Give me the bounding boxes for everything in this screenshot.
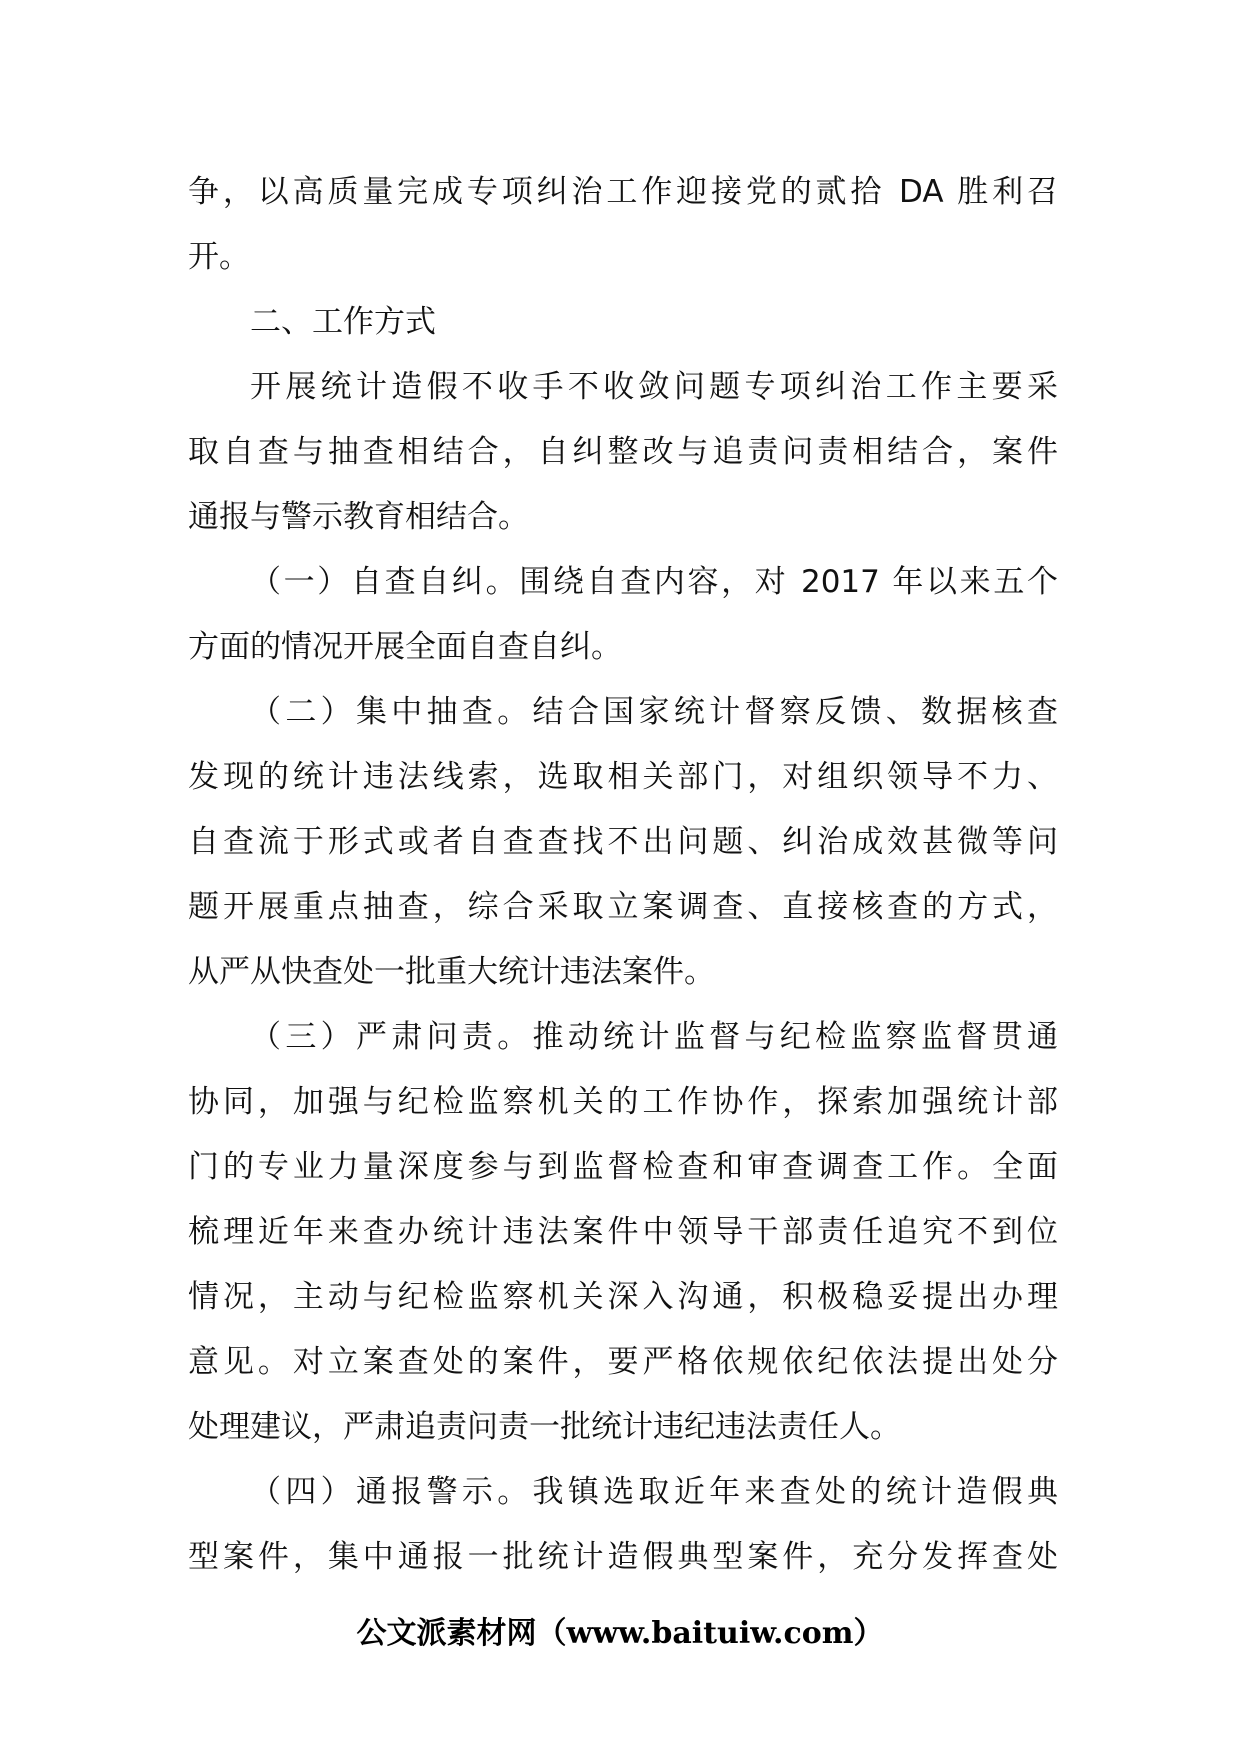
text-line: （三）严肃问责。推动统计监督与纪检监察监督贯通 [250,1019,1058,1055]
text-line: 处理建议，严肃追责问责一批统计违纪违法责任人。 [188,1409,901,1445]
text-line: 发现的统计违法线索，选取相关部门，对组织领导不力、 [188,759,1058,795]
text-line: 题开展重点抽查，综合采取立案调查、直接核查的方式， [188,889,1058,925]
text-line: 型案件，集中通报一批统计造假典型案件，充分发挥查处 [188,1539,1058,1575]
document-body [188,160,1058,1590]
text-line: （二）集中抽查。结合国家统计督察反馈、数据核查 [250,694,1058,730]
text-line: 方面的情况开展全面自查自纠。 [188,629,622,665]
text-line: 协同，加强与纪检监察机关的工作协作，探索加强统计部 [188,1084,1058,1120]
text-line: 争，以高质量完成专项纠治工作迎接党的贰拾 DA 胜利召 [188,174,1058,210]
text-line: 意见。对立案查处的案件，要严格依规依纪依法提出处分 [188,1344,1058,1380]
text-line: 门的专业力量深度参与到监督检查和审查调查工作。全面 [188,1149,1058,1185]
text-line: 取自查与抽查相结合，自纠整改与追责问责相结合，案件 [188,434,1058,470]
text-line: 从严从快查处一批重大统计违法案件。 [188,954,715,990]
text-line: 通报与警示教育相结合。 [188,499,529,535]
text-line: 开。 [188,239,250,275]
text-line: 情况，主动与纪检监察机关深入沟通，积极稳妥提出办理 [188,1279,1058,1315]
text-line: （四）通报警示。我镇选取近年来查处的统计造假典 [250,1474,1058,1510]
text-line: 二、工作方式 [250,304,436,340]
text-line: 自查流于形式或者自查查找不出问题、纠治成效甚微等问 [188,824,1058,860]
footer-watermark: 公文派素材网（www.baituiw.com） [356,1616,884,1651]
text-line: 开展统计造假不收手不收敛问题专项纠治工作主要采 [250,369,1058,405]
text-line: 梳理近年来查办统计违法案件中领导干部责任追究不到位 [188,1214,1058,1250]
text-line: （一）自查自纠。围绕自查内容，对 2017 年以来五个 [250,564,1058,600]
